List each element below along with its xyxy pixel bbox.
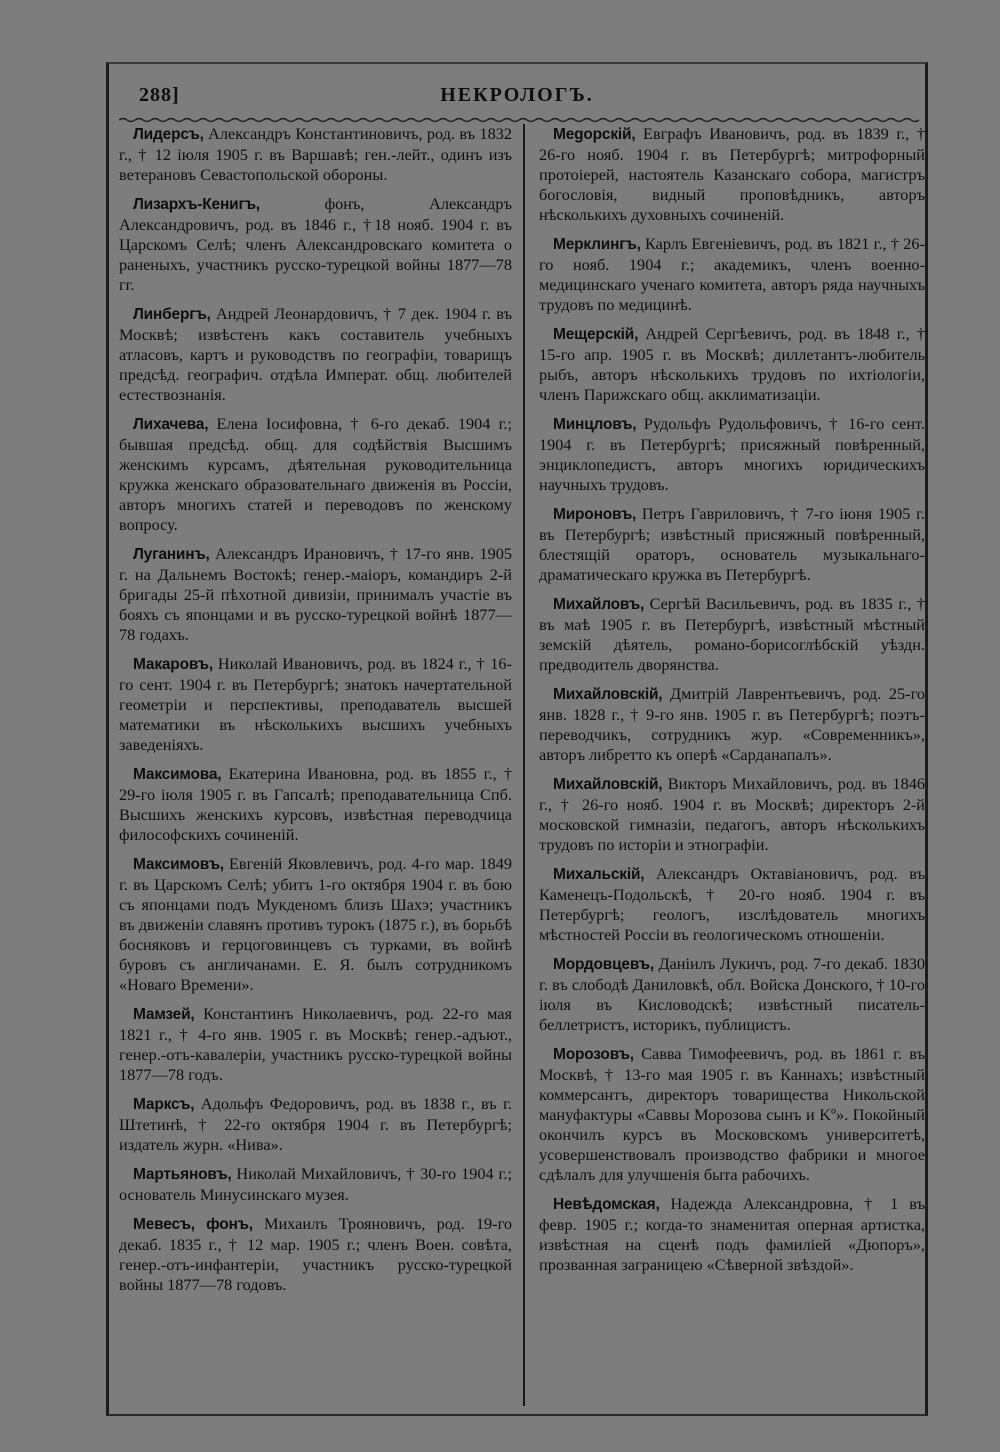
entry-name: Марксъ, [133, 1096, 195, 1113]
obituary-entry [119, 654, 512, 755]
entry-name: Лидерсъ, [133, 126, 204, 143]
entry-name: Мартьяновъ, [133, 1166, 232, 1183]
obituary-entry [539, 504, 925, 585]
entry-name: Мамзей, [133, 1006, 195, 1023]
entry-name: Меgорскій, [553, 126, 636, 143]
obituary-entry [539, 684, 925, 765]
entry-text: Михаилъ Трояновичъ, род. 19-го декаб. 1835 г., † 12 мар. 1905 г.; членъ Воен. совѣта, генер.-отъ-инфантеріи, участникъ русско-турецкой войны 1877—78 годовъ. [119, 1214, 512, 1294]
entry-name: Мещерскій, [553, 326, 639, 343]
column-divider [523, 124, 525, 1406]
entry-text: Адольфъ Федоровичъ, род. въ 1838 г., въ г. Штетинѣ, † 22-го октября 1904 г. въ Петербургѣ; издатель журн. «Нива». [119, 1094, 512, 1154]
entry-text: фонъ, Александръ Александровичъ, род. въ 1846 г., †18 нояб. 1904 г. въ Царскомъ Селѣ; членъ Александровскаго комитета о раненыхъ, участникъ русско-турецкой войны 1877—78 гг. [119, 194, 512, 294]
entry-text: Рудольфъ Рудольфовичъ, † 16-го сент. 1904 г. въ Петербургѣ; присяжный повѣренный, энциклопедистъ, авторъ многихъ юридическихъ научныхъ трудовъ. [539, 414, 925, 494]
page-header [139, 84, 895, 114]
obituary-entry [119, 194, 512, 295]
entry-text: Евграфъ Ивановичъ, род. въ 1839 г., † 26-го нояб. 1904 г. въ Петербургѣ; митрофорный протоіерей, настоятель Казанскаго собора, магистръ богословія, видный проповѣдникъ, авторъ нѣсколькихъ духовныхъ сочиненій. [539, 124, 925, 224]
obituary-entry [539, 864, 925, 945]
entry-name: Луганинъ, [133, 546, 210, 563]
wavy-rule [119, 116, 919, 124]
entry-name: Мерклингъ, [553, 236, 641, 253]
obituary-entry [539, 774, 925, 855]
entry-text: Евгеній Яковлевичъ, род. 4-го мар. 1849 г. въ Царскомъ Селѣ; убитъ 1-го октября 1904 г. въ бою съ японцами подъ Мукденомъ близъ Шахэ; участникъ въ движеніи славянъ противъ турокъ (1875 г.), въ борьбѣ босняковъ и герцоговинцевъ съ турками, въ войнѣ буровъ съ англичанами. Е. Я. былъ сотрудникомъ «Новаго Времени». [119, 854, 512, 994]
obituary-entry [539, 324, 925, 405]
entry-text: Александръ Константиновичъ, род. въ 1832 г., † 12 іюля 1905 г. въ Варшавѣ; ген.-лейт., одинъ изъ ветерановъ Севастопольской обороны. [119, 124, 512, 184]
entry-text: Петръ Гавриловичъ, † 7-го іюня 1905 г. въ Петербургѣ; извѣстный присяжный повѣренный, блестящій ораторъ, основатель музыкальнаго-драматическаго кружка въ Петербургѣ. [539, 504, 925, 584]
entry-text: Екатерина Ивановна, род. въ 1855 г., † 29-го іюля 1905 г. въ Гапсалѣ; преподавательница Спб. Высшихъ женскихъ курсовъ, извѣстная переводчица философскихъ сочиненій. [119, 764, 512, 844]
entry-name: Лихачева, [133, 416, 209, 433]
entry-name: Невѣдомская, [553, 1196, 660, 1213]
entry-text: Савва Тимофеевичъ, род. въ 1861 г. въ Москвѣ, † 13-го мая 1905 г. въ Каннахъ; извѣстный коммерсантъ, директоръ товарищества Никольской мануфактуры «Саввы Морозова сынъ и Kº». Покойный окончилъ курсъ въ Московскомъ университетѣ, усовершенствовалъ производство фабрики и многое сдѣлалъ для улучшенія быта рабочихъ. [539, 1044, 925, 1184]
obituary-entry [539, 1044, 925, 1185]
obituary-entry [539, 414, 925, 495]
obituary-entry [119, 124, 512, 185]
obituary-entry [119, 1164, 512, 1205]
entry-text: Константинъ Николаевичъ, род. 22-го мая 1821 г., † 4-го янв. 1905 г. въ Москвѣ; генер.-адъют., генер.-отъ-кавалеріи, участникъ русско-турецкой войны 1877—78 годъ. [119, 1004, 512, 1084]
entry-name: Михальскій, [553, 866, 645, 883]
page-number: 288] [139, 84, 180, 106]
entry-text: Надежда Александровна, † 1 въ февр. 1905 г.; когда-то знаменитая оперная артистка, извѣстная на сценѣ подъ фамиліей «Дюпоръ», прозванная заграницею «Сѣверной звѣздой». [539, 1194, 925, 1274]
entry-name: Михайловъ, [553, 596, 645, 613]
entry-name: Лизархъ-Кенигъ, [133, 196, 260, 213]
entry-text: Даніилъ Лукичъ, род. 7-го декаб. 1830 г. въ слободѣ Даниловкѣ, обл. Войска Донского, † 10-го іюля въ Кисловодскѣ; извѣстный писатель-беллетристъ, историкъ, публицистъ. [539, 954, 925, 1034]
entry-name: Максимовъ, [133, 856, 224, 873]
obituary-entry [119, 764, 512, 845]
entry-text: Дмитрій Лаврентьевичъ, род. 25-го янв. 1828 г., † 9-го янв. 1905 г. въ Петербургѣ; поэтъ-переводчикъ, сотрудникъ жур. «Современникъ», авторъ либретто къ оперѣ «Сарданапалъ». [539, 684, 925, 764]
entry-name: Михайловскій, [553, 686, 663, 703]
obituary-entry [539, 594, 925, 675]
entry-name: Линбергъ, [133, 306, 211, 323]
obituary-entry [539, 234, 925, 315]
left-column [119, 124, 512, 1404]
obituary-entry [119, 1094, 512, 1155]
right-column [539, 124, 925, 1404]
obituary-entry [119, 1214, 512, 1295]
entry-name: Макаровъ, [133, 656, 213, 673]
entry-text: Викторъ Михайловичъ, род. въ 1846 г., † 26-го нояб. 1904 г. въ Москвѣ; директоръ 2-й московской гимназіи, педагогъ, авторъ нѣсколькихъ трудовъ по исторіи и этнографіи. [539, 774, 925, 854]
entry-name: Минцловъ, [553, 416, 637, 433]
entry-text: Андрей Сергѣевичъ, род. въ 1848 г., † 15-го апр. 1905 г. въ Москвѣ; диллетантъ-любитель рыбъ, авторъ нѣсколькихъ трудовъ по ихтіологіи, членъ Парижскаго общ. акклиматизаціи. [539, 324, 925, 404]
obituary-entry [119, 544, 512, 645]
obituary-entry [539, 1194, 925, 1275]
entry-text: Андрей Леонардовичъ, † 7 дек. 1904 г. въ Москвѣ; извѣстенъ какъ составитель учебныхъ атласовъ, картъ и руководствъ по географіи, товарищъ предсѣд. географич. отдѣла Императ. общ. любителей естествознанія. [119, 304, 512, 404]
entry-name: Мордовцевъ, [553, 956, 654, 973]
entry-name: Мироновъ, [553, 506, 637, 523]
obituary-entry [539, 954, 925, 1035]
entry-text: Сергѣй Васильевичъ, род. въ 1835 г., † въ маѣ 1905 г. въ Петербургѣ, извѣстный мѣстный земскій дѣятель, романо-борисоглѣбскій уѣздн. предводитель дворянства. [539, 594, 925, 674]
obituary-entry [119, 1004, 512, 1085]
entry-text: Александръ Октавіановичъ, род. въ Каменецъ-Подольскѣ, † 20-го нояб. 1904 г. въ Петербургѣ; геологъ, изслѣдователь многихъ мѣстностей Россіи въ геологическомъ отношеніи. [539, 864, 925, 944]
obituary-entry [119, 854, 512, 995]
obituary-entry [119, 414, 512, 535]
obituary-entry [119, 304, 512, 405]
entry-name: Михайловскій, [553, 776, 663, 793]
entry-name: Мевесъ, фонъ, [133, 1216, 253, 1233]
entry-text: Николай Михайловичъ, † 30-го 1904 г.; основатель Минусинскаго музея. [119, 1164, 512, 1204]
obituary-entry [539, 124, 925, 225]
entry-name: Морозовъ, [553, 1046, 634, 1063]
entry-text: Елена Іосифовна, † 6-го декаб. 1904 г.; бывшая предсѣд. общ. для содѣйствія Высшимъ женскимъ курсамъ, дѣятельная руководительница кружка женскаго образовательнаго движенія въ Россіи, авторъ многихъ статей и переводовъ по женскому вопросу. [119, 414, 512, 534]
entry-text: Николай Ивановичъ, род. въ 1824 г., † 16-го сент. 1904 г. въ Петербургѣ; знатокъ начертательной геометріи и перспективы, преподаватель высшей математики въ нѣсколькихъ высшихъ учебныхъ заведеніяхъ. [119, 654, 512, 754]
entry-text: Александръ Ирановичъ, † 17-го янв. 1905 г. на Дальнемъ Востокѣ; генер.-маіоръ, командиръ 2-й бригады 25-й пѣхотной дивизіи, принималъ участіе въ бояхъ съ японцами и въ русско-турецкой войнѣ 1877—78 годахъ. [119, 544, 512, 644]
entry-name: Максимова, [133, 766, 222, 783]
entry-text: Карлъ Евгеніевичъ, род. въ 1821 г., † 26-го нояб. 1904 г.; академикъ, членъ военно-медицинскаго ученаго комитета, авторъ ряда научныхъ трудовъ по медицинѣ. [539, 234, 925, 314]
book-page [106, 62, 928, 1416]
running-title: НЕКРОЛОГЪ. [440, 84, 594, 106]
